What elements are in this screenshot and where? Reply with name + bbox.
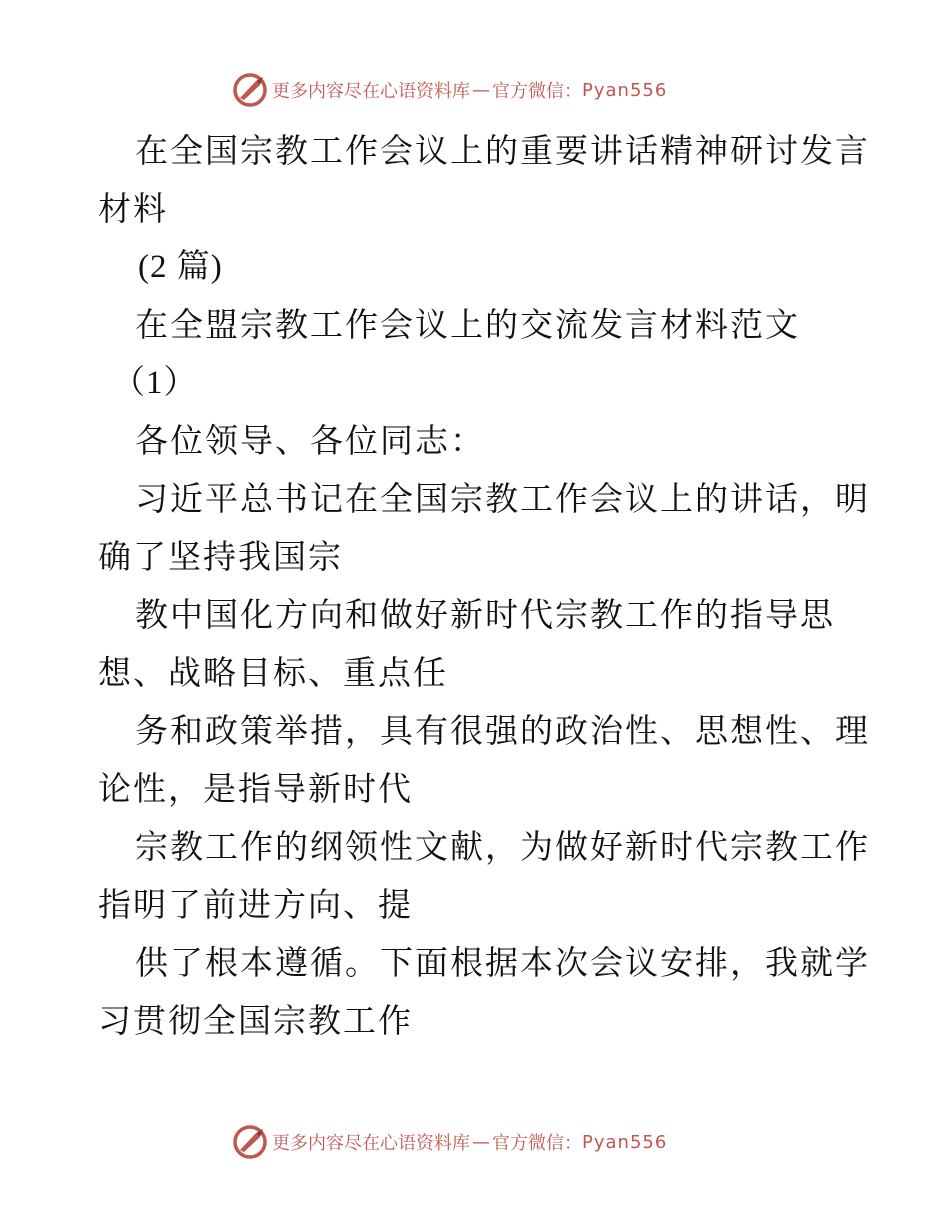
paragraph-line: 确了坚持我国宗 bbox=[98, 537, 343, 576]
document-count: (2 篇) bbox=[138, 249, 223, 285]
watermark-wechat-id: Pyan556 bbox=[582, 79, 668, 101]
paragraph-line: 教中国化方向和做好新时代宗教工作的指导思 bbox=[135, 595, 835, 634]
watermark-separator: — bbox=[472, 79, 490, 101]
paragraph-line: 习贯彻全国宗教工作 bbox=[98, 1001, 413, 1040]
watermark-wechat-label: 官方微信： bbox=[492, 81, 582, 102]
watermark-site: 更多内容尽在心语资料库 bbox=[272, 1133, 470, 1154]
watermark-wechat-label: 官方微信： bbox=[492, 1133, 582, 1154]
quill-logo-icon bbox=[232, 72, 268, 108]
paragraph-line: 供了根本遵循。下面根据本次会议安排，我就学 bbox=[135, 943, 870, 982]
salutation: 各位领导、各位同志： bbox=[135, 421, 485, 460]
header-watermark bbox=[232, 70, 752, 110]
document-body bbox=[98, 122, 870, 1050]
paragraph-line: 务和政策举措，具有很强的政治性、思想性、理 bbox=[135, 711, 870, 750]
document-title-line-1: 在全国宗教工作会议上的重要讲话精神研讨发言 bbox=[135, 131, 870, 170]
paragraph-line: 指明了前进方向、提 bbox=[98, 885, 413, 924]
document-title-line-2: 材料 bbox=[98, 189, 168, 228]
paragraph-line: 习近平总书记在全国宗教工作会议上的讲话，明 bbox=[135, 479, 870, 518]
document-subtitle: 在全盟宗教工作会议上的交流发言材料范文 bbox=[135, 305, 800, 344]
document-subtitle-number: （1） bbox=[112, 365, 198, 401]
watermark-separator: — bbox=[472, 1131, 490, 1153]
paragraph-line: 论性，是指导新时代 bbox=[98, 769, 413, 808]
paragraph-line: 想、战略目标、重点任 bbox=[98, 653, 448, 692]
quill-logo-icon bbox=[232, 1124, 268, 1160]
paragraph-line: 宗教工作的纲领性文献，为做好新时代宗教工作 bbox=[135, 827, 870, 866]
watermark-wechat-id: Pyan556 bbox=[582, 1131, 668, 1153]
footer-watermark bbox=[232, 1122, 752, 1162]
watermark-site: 更多内容尽在心语资料库 bbox=[272, 81, 470, 102]
